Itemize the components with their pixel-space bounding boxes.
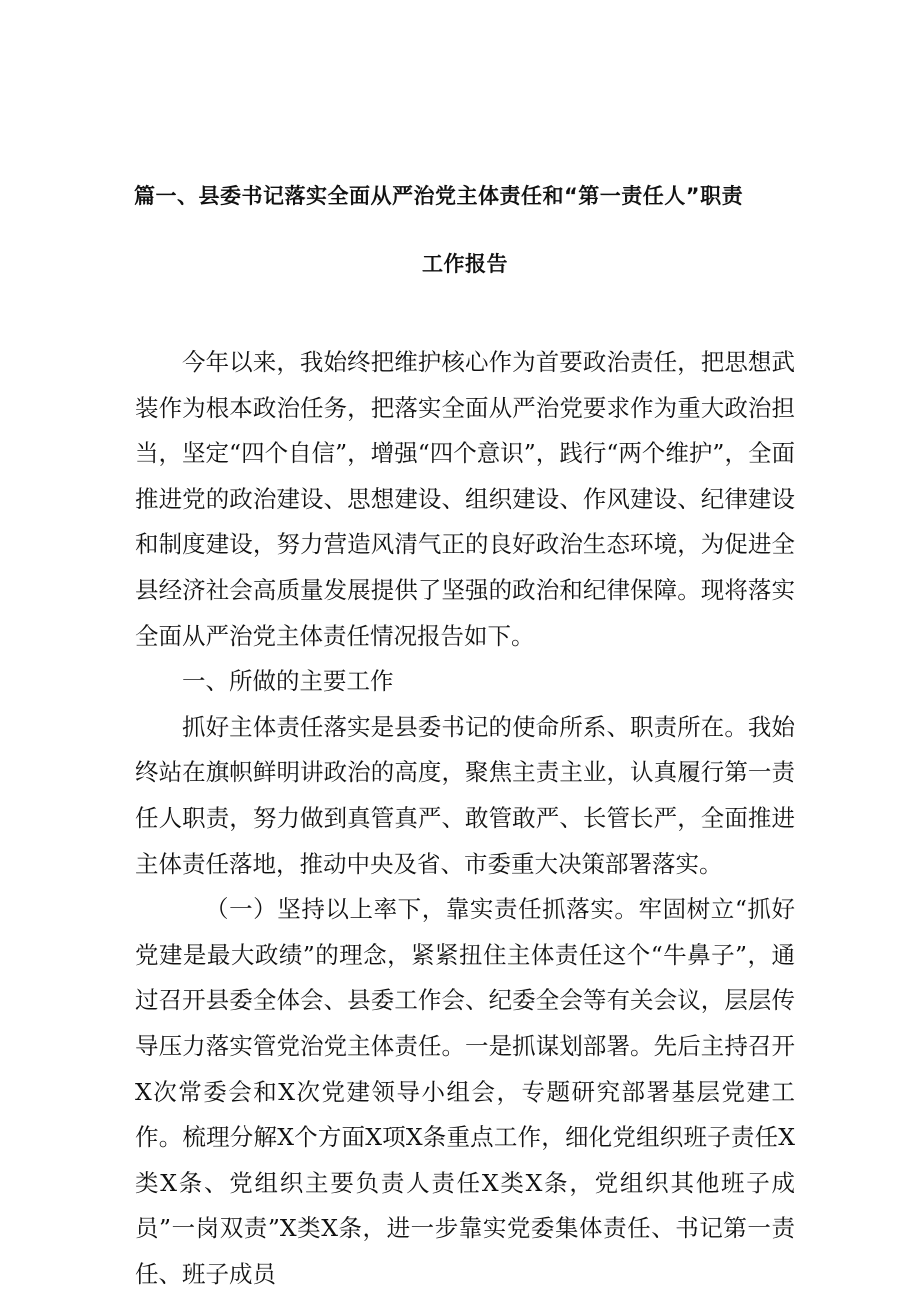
document-body [135, 340, 795, 1297]
paragraph-main-work: 抓好主体责任落实是县委书记的使命所系、职责所在。我始终站在旗帜鲜明讲政治的高度，聚焦主责主业，认真履行第一责任人职责，努力做到真管真严、敢管敢严、长管长严，全面推进主体责任落地，推动中央及省、市委重大决策部署落实。 [135, 712, 795, 878]
document-title-line-1: 篇一、县委书记落实全面从严治党主体责任和“第一责任人”职责 [134, 184, 744, 208]
document-title-line-2: 工作报告 [422, 252, 508, 276]
paragraph-intro: 今年以来，我始终把维护核心作为首要政治责任，把思想武装作为根本政治任务，把落实全面从严治党要求作为重大政治担当，坚定“四个自信”，增强“四个意识”，践行“两个维护”，全面推进党的政治建设、思想建设、组织建设、作风建设、纪律建设和制度建设，努力营造风清气正的良好政治生态环境，为促进全县经济社会高质量发展提供了坚强的政治和纪律保障。现将落实全面从严治党主体责任情况报告如下。 [135, 348, 795, 650]
paragraph-subsection-1: （一）坚持以上率下，靠实责任抓落实。牢固树立“抓好党建是最大政绩”的理念，紧紧扭住主体责任这个“牛鼻子”，通过召开县委全体会、县委工作会、纪委全会等有关会议，层层传导压力落实管党治党主体责任。一是抓谋划部署。先后主持召开X次常委会和X次党建领导小组会，专题研究部署基层党建工作。梳理分解X个方面X项X条重点工作，细化党组织班子责任X类X条、党组织主要负责人责任X类X条，党组织其他班子成员”一岗双责”X类X条，进一步靠实党委集体责任、书记第一责任、班子成员 [135, 895, 795, 1288]
section-heading: 一、所做的主要工作 [182, 667, 394, 696]
